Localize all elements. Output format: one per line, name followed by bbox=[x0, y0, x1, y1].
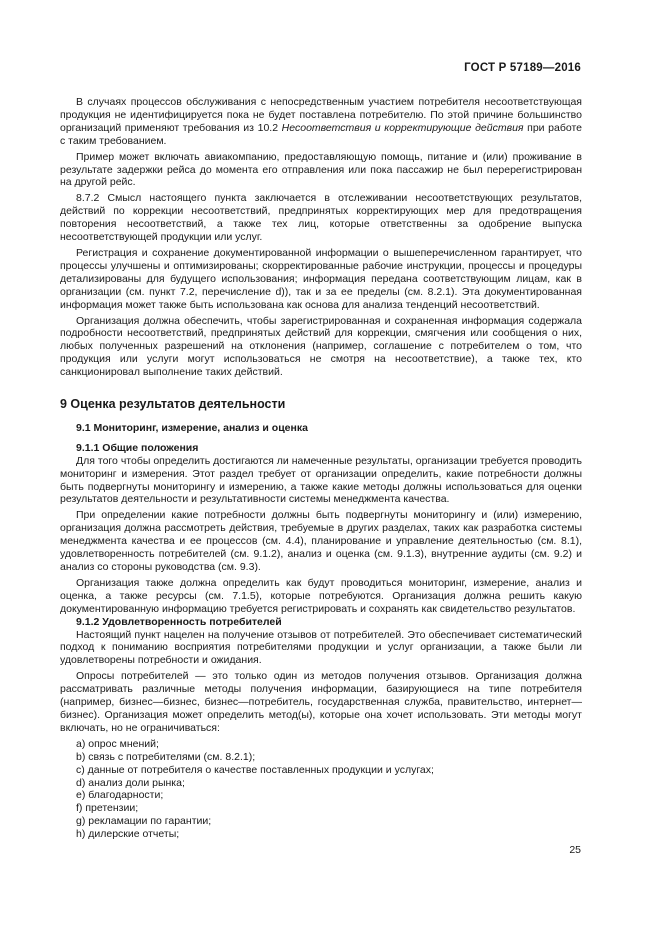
paragraph-service-nonconformity bbox=[60, 96, 582, 148]
standard-code-header: ГОСТ Р 57189—2016 bbox=[464, 62, 581, 74]
subsection-9-1-title: 9.1 Мониторинг, измерение, анализ и оценка bbox=[76, 421, 308, 434]
list-item: b) связь с потребителями (см. 8.2.1); bbox=[76, 750, 256, 763]
paragraph-9-1-1-b: При определении какие потребности должны быть подвергнуты мониторингу и (или) измерению, организация должна рассмотреть действия, требуемые в других разделах, таких как разработка системы менеджмента качества и ее процессов (см. 4.4), планирование и управление деятельностью (см. 8.1), удовлетворенность потребителей (см. 9.1.2), анализ и оценка (см. 9.1.3), внутренние аудиты (см. 9.2) и анализ со стороны руководства (см. 9.3). bbox=[60, 509, 582, 573]
paragraph-example-airline: Пример может включать авиакомпанию, предоставляющую помощь, питание и (или) проживание в результате задержки рейса до момента его отправления или пока пассажир не был перерегистрирован на другой рейс. bbox=[60, 150, 582, 189]
list-item: h) дилерские отчеты; bbox=[76, 828, 180, 841]
subsection-9-1-1-title: 9.1.1 Общие положения bbox=[76, 441, 199, 454]
italic-reference: Несоответствия и корректирующие действия bbox=[281, 121, 524, 134]
list-item: c) данные от потребителя о качестве поставленных продукции и услугах; bbox=[76, 763, 434, 776]
paragraph-registration: Регистрация и сохранение документированной информации о вышеперечисленном гарантирует, что процессы улучшены и оптимизированы; скорректированные рабочие инструкции, процессы и процедуры детализированы для будущего использования; информация передана соответствующим лицам, как в организации (см. пункт 7.2, перечисление d)), так и за ее пределы (см. 8.2.1). Эта документированная информация может также быть использована как основа для анализа тенденций несоответствий. bbox=[60, 246, 582, 311]
paragraph-9-1-2-b: Опросы потребителей — это только один из методов получения отзывов. Организация должна рассматривать различные методы получения информации, базирующиеся на типе потребителя (например, бизнес—бизнес, бизнес—потребитель, государственная служба, правительство, интернет—бизнес). Организация может определить метод(ы), которые она хочет использовать. Эти методы могут включать, но не ограничиваться: bbox=[60, 670, 582, 734]
paragraph-9-1-1-a: Для того чтобы определить достигаются ли намеченные результаты, организации требуется проводить мониторинг и измерения. Этот раздел требует от организации определить, какие потребности должны быть подвергнуты мониторингу и измерению, а также какие методы должны использоваться для оценки результатов деятельности и результативности системы менеджмента качества. bbox=[60, 454, 582, 506]
paragraph-text: при работе с таким требованием. bbox=[60, 121, 582, 147]
page-number: 25 bbox=[569, 844, 581, 856]
paragraph-8-7-2: 8.7.2 Смысл настоящего пункта заключается в отслеживании несоответствующих результатов, действий по коррекции несоответствий, предпринятых корректирующих мер для предотвращения повторения несоответствий, а также тех лиц, которые ответственны за одобрение выпуска несоответствующей продукции или услуг. bbox=[60, 192, 582, 244]
section-9-title: 9 Оценка результатов деятельности bbox=[60, 397, 286, 412]
list-item: g) рекламации по гарантии; bbox=[76, 815, 212, 828]
list-item: e) благодарности; bbox=[76, 789, 164, 802]
document-body bbox=[60, 96, 582, 841]
paragraph-9-1-2-a: Настоящий пункт нацелен на получение отзывов от потребителей. Это обеспечивает систематический подход к пониманию восприятия потребителями продукции и услуг организации, а также были ли удовлетворены потребности и ожидания. bbox=[60, 628, 582, 667]
paragraph-organization-ensure: Организация должна обеспечить, чтобы зарегистрированная и сохраненная информация содержала подробности несоответствий, предпринятых действий для коррекции, смягчения или сообщения о них, любых полученных разрешений на отклонения (например, соглашение с потребителем о том, что продукция или услуги могут использоваться не смотря на несоответствие), а также тех, кто санкционировал выполнение таких действий. bbox=[60, 314, 582, 379]
list-item: f) претензии; bbox=[76, 802, 139, 815]
paragraph-9-1-1-c: Организация также должна определить как будут проводиться мониторинг, измерение, анализ и оценка, а также ресурсы (см. 7.1.5), которые потребуются. Организация должна решить какую документированную информацию требуется регистрировать и сохранять как свидетельство результатов. bbox=[60, 576, 582, 615]
paragraph-text: В случаях процессов обслуживания с непосредственным участием потребителя несоответствующая продукция не идентифицируется пока не будет поставлена потребителю. По этой причине большинство организаций применяют требования из 10.2 bbox=[60, 96, 582, 134]
subsection-9-1-2-title: 9.1.2 Удовлетворенность потребителей bbox=[76, 615, 282, 628]
list-item: a) опрос мнений; bbox=[76, 737, 159, 750]
list-item: d) анализ доли рынка; bbox=[76, 776, 185, 789]
